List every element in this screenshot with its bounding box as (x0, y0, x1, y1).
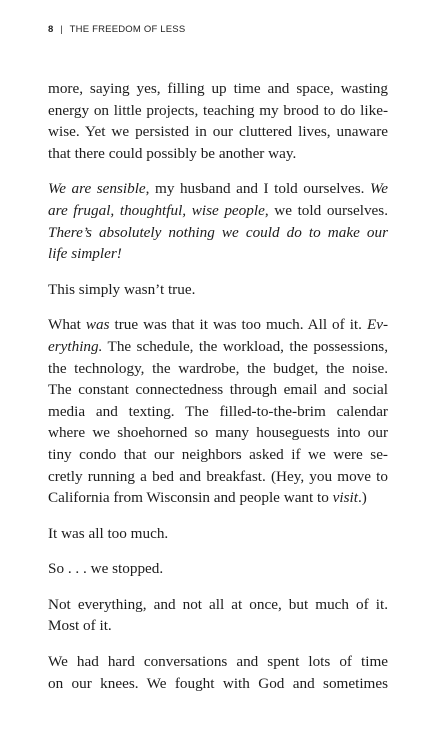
page-number: 8 (48, 24, 54, 35)
text-run: California from Wisconsin and people want to (48, 489, 333, 507)
text-run: What (48, 316, 86, 334)
text-line (48, 558, 388, 580)
text-run: Most of it. (48, 617, 112, 635)
text-run: , we told ourselves. (264, 201, 388, 219)
text-run: that there could possibly be another way. (48, 144, 297, 162)
paragraph (48, 78, 388, 164)
text-run: the technology, the wardrobe, the budget, the noise. (48, 359, 388, 377)
text-run: Not everything, and not all at once, but much of it. (48, 595, 388, 613)
text-line (48, 523, 388, 545)
text-line (48, 379, 388, 401)
text-line (48, 78, 388, 100)
header-separator: | (60, 24, 63, 35)
text-line (48, 243, 388, 265)
text-line (48, 466, 388, 488)
paragraph (48, 558, 388, 580)
italic-run: We are sensible (48, 180, 146, 198)
text-line (48, 673, 388, 695)
text-run: true was that it was too much. All of it. (109, 316, 367, 334)
text-line (48, 314, 388, 336)
italic-run: erything. (48, 337, 103, 355)
text-run: media and texting. The filled-to-the-brim calendar (48, 402, 388, 420)
text-run: We had hard conversations and spent lots of time (48, 653, 388, 671)
paragraph (48, 178, 388, 264)
text-line (48, 422, 388, 444)
text-line (48, 651, 388, 673)
text-line (48, 121, 388, 143)
text-line (48, 358, 388, 380)
text-line (48, 594, 388, 616)
italic-run: We (370, 180, 388, 198)
italic-run: was (85, 316, 110, 334)
text-run: This simply wasn’t true. (48, 280, 196, 298)
text-run: cretly running a bed and breakfast. (Hey, you move to (48, 467, 388, 485)
paragraph (48, 523, 388, 545)
text-run: energy on little projects, teaching my brood to do like- (48, 101, 388, 119)
paragraph (48, 594, 388, 637)
text-run: So . . . we stopped. (48, 560, 164, 578)
text-run: .) (357, 489, 367, 507)
text-line (48, 279, 388, 301)
text-line (48, 615, 388, 637)
paragraph (48, 314, 388, 508)
italic-run: Ev- (366, 316, 389, 334)
text-line (48, 100, 388, 122)
text-run: The constant connectedness through email and social (48, 381, 388, 399)
italic-run: are frugal, thoughtful, wise people (48, 201, 265, 219)
italic-run: visit (332, 489, 358, 507)
text-line (48, 222, 388, 244)
text-line (48, 178, 388, 200)
text-run: It was all too much. (48, 524, 169, 542)
text-run: where we shoehorned so many houseguests into our (48, 424, 388, 442)
italic-run: life simpler! (48, 245, 122, 263)
running-header (48, 24, 185, 35)
text-line (48, 336, 388, 358)
text-line (48, 143, 388, 165)
paragraph (48, 279, 388, 301)
text-run: more, saying yes, filling up time and space, wasting (48, 80, 388, 97)
paragraph (48, 651, 388, 694)
text-line (48, 200, 388, 222)
text-run: tiny condo that our neighbors asked if we were se- (48, 445, 388, 463)
text-line (48, 401, 388, 423)
book-title: THE FREEDOM OF LESS (69, 24, 186, 35)
text-line (48, 444, 388, 466)
text-run: on our knees. We fought with God and sometimes (48, 674, 388, 692)
italic-run: There’s absolutely nothing we could do to make our (48, 223, 388, 241)
text-run: The schedule, the workload, the possessions, (102, 337, 388, 355)
text-line (48, 487, 388, 509)
text-run: wise. Yet we persisted in our cluttered lives, unaware (48, 123, 388, 141)
text-run: , my husband and I told ourselves. (145, 180, 370, 198)
body-text (48, 78, 388, 708)
